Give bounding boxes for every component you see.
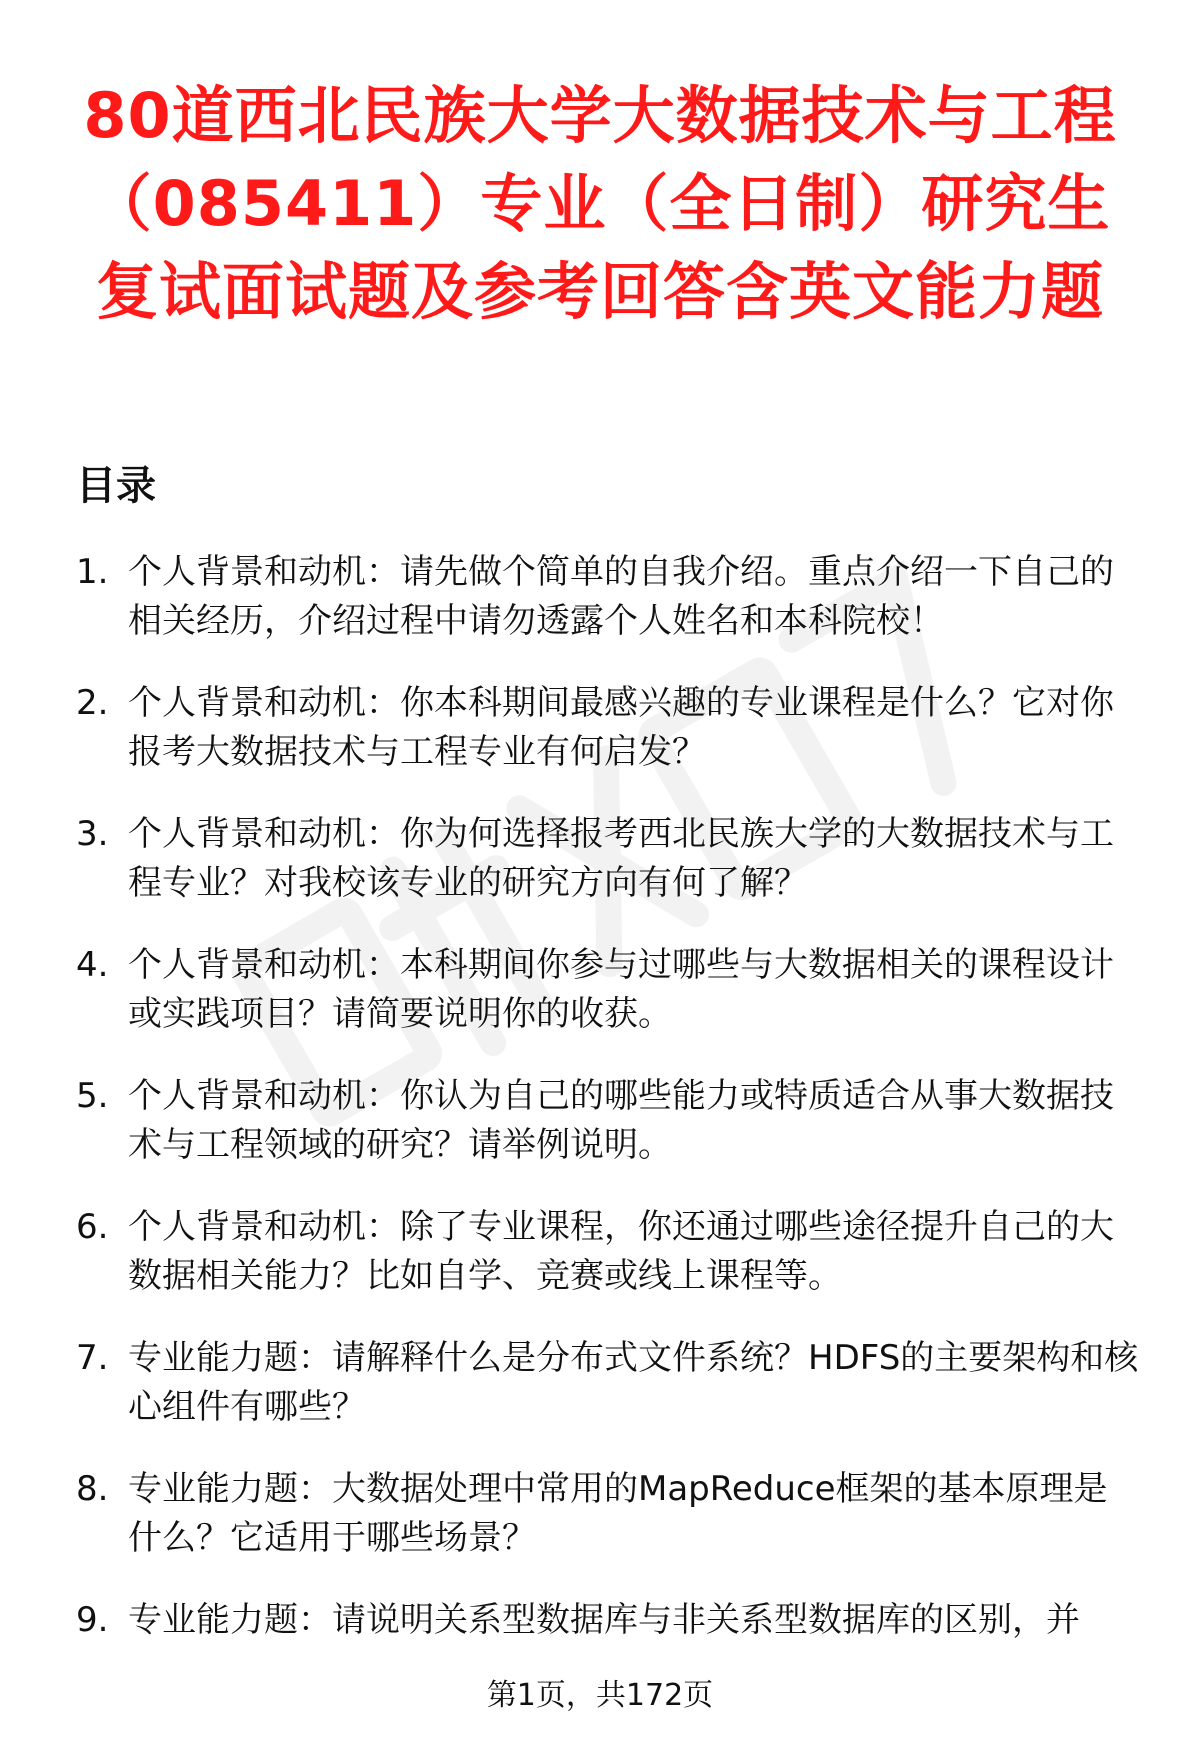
toc-heading: 目录 — [76, 463, 156, 509]
page-number-footer: 第1页，共172页 — [486, 1678, 714, 1713]
toc-item-number: 4. — [76, 945, 109, 985]
toc-item-text: 个人背景和动机：你本科期间最感兴趣的专业课程是什么？它对你报考大数据技术与工程专业有何启发？ — [128, 683, 1114, 772]
toc-item-text: 个人背景和动机：你认为自己的哪些能力或特质适合从事大数据技术与工程领域的研究？请举例说明。 — [128, 1076, 1114, 1165]
toc-item-text: 专业能力题：请解释什么是分布式文件系统？HDFS的主要架构和核心组件有哪些？ — [128, 1338, 1139, 1427]
toc-item-text: 个人背景和动机：除了专业课程，你还通过哪些途径提升自己的大数据相关能力？比如自学、竞赛或线上课程等。 — [128, 1207, 1114, 1296]
toc-item-text: 个人背景和动机：你为何选择报考西北民族大学的大数据技术与工程专业？对我校该专业的研究方向有何了解？ — [128, 814, 1114, 903]
toc-item-number: 8. — [76, 1469, 109, 1509]
toc-item-number: 6. — [76, 1207, 109, 1247]
toc-item[interactable] — [76, 1465, 1140, 1563]
toc-item-number: 9. — [76, 1600, 109, 1640]
toc-item[interactable] — [76, 1203, 1140, 1301]
toc-item[interactable] — [76, 810, 1140, 908]
toc-item[interactable] — [76, 941, 1140, 1039]
toc-item-number: 7. — [76, 1338, 109, 1378]
toc-item[interactable] — [76, 548, 1140, 646]
toc-list — [76, 548, 1140, 1678]
toc-item[interactable] — [76, 1072, 1140, 1170]
toc-item-number: 1. — [76, 552, 109, 592]
toc-item-number: 5. — [76, 1076, 109, 1116]
toc-item-text: 个人背景和动机：请先做个简单的自我介绍。重点介绍一下自己的相关经历，介绍过程中请勿透露个人姓名和本科院校！ — [128, 552, 1114, 641]
toc-item[interactable] — [76, 1334, 1140, 1432]
toc-item-text: 专业能力题：请说明关系型数据库与非关系型数据库的区别，并 — [128, 1600, 1080, 1640]
document-title: 80道西北民族大学大数据技术与工程（085411）专业（全日制）研究生复试面试题及参考回答含英文能力题 — [83, 79, 1117, 328]
toc-item-number: 2. — [76, 683, 109, 723]
toc-item[interactable] — [76, 1596, 1140, 1645]
toc-item-number: 3. — [76, 814, 109, 854]
toc-item-text: 专业能力题：大数据处理中常用的MapReduce框架的基本原理是什么？它适用于哪些场景？ — [128, 1469, 1108, 1558]
toc-item-text: 个人背景和动机：本科期间你参与过哪些与大数据相关的课程设计或实践项目？请简要说明你的收获。 — [128, 945, 1114, 1034]
toc-item[interactable] — [76, 679, 1140, 777]
